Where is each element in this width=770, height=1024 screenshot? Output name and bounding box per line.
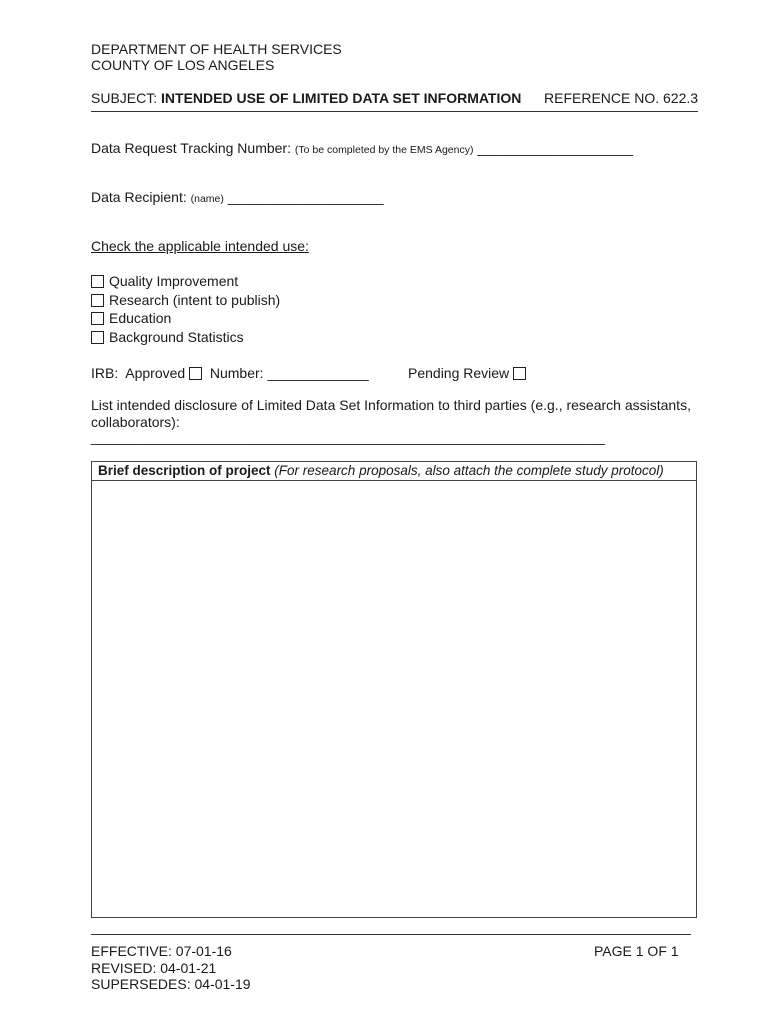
irb-pending-checkbox[interactable] [513,367,526,380]
checkbox[interactable] [91,331,104,344]
option-label: Quality Improvement [109,273,239,289]
project-box-note: (For research proposals, also attach the complete study protocol) [274,463,664,478]
recipient-note: (name) [190,193,224,205]
page-number: PAGE 1 OF 1 [594,943,679,959]
option-label: Education [109,310,172,326]
option-research[interactable] [91,292,280,308]
option-education[interactable] [91,310,171,326]
irb-row [91,365,369,381]
subject-title: INTENDED USE OF LIMITED DATA SET INFORMATION [161,90,522,106]
effective-date: EFFECTIVE: 07-01-16 [91,943,232,959]
tracking-note: (To be completed by the EMS Agency) [294,144,474,156]
disclosure-text-line1: List intended disclosure of Limited Data Set Information to third parties (e.g., research assistants, [91,397,691,413]
subject-line [91,90,521,106]
irb-approved-label: Approved [125,365,186,381]
irb-number-label: Number: [209,365,264,381]
subject-label: SUBJECT: [91,90,162,106]
irb-label: IRB: [91,365,119,381]
irb-pending-label: Pending Review [408,365,510,381]
footer-divider [91,934,691,935]
checkbox[interactable] [91,294,104,307]
supersedes-date: SUPERSEDES: 04-01-19 [91,976,251,992]
data-recipient-field[interactable] [91,189,384,205]
disclosure-text-line2: collaborators): [91,414,180,430]
recipient-label: Data Recipient: [91,189,191,205]
project-box-title: Brief description of project [98,463,271,478]
recipient-blank[interactable]: ____________________ [227,189,384,205]
tracking-number-field[interactable] [91,140,633,156]
reference-number: REFERENCE NO. 622.3 [544,90,699,106]
tracking-label: Data Request Tracking Number: [91,140,295,156]
irb-pending-row [408,365,526,381]
irb-number-blank[interactable]: _____________ [267,365,369,381]
project-description-area[interactable] [92,481,696,917]
revised-date: REVISED: 04-01-21 [91,960,217,976]
option-label: Background Statistics [109,329,244,345]
intended-use-heading: Check the applicable intended use: [91,238,309,254]
header-divider [91,111,698,112]
project-box-header [92,462,696,481]
tracking-blank[interactable]: ____________________ [477,140,634,156]
option-quality-improvement[interactable] [91,273,238,289]
checkbox[interactable] [91,275,104,288]
county-name: COUNTY OF LOS ANGELES [91,57,275,73]
checkbox[interactable] [91,312,104,325]
irb-approved-checkbox[interactable] [189,367,202,380]
option-background-statistics[interactable] [91,329,244,345]
disclosure-blank[interactable]: __________________________________________________________________ [91,429,605,445]
department-name: DEPARTMENT OF HEALTH SERVICES [91,41,342,57]
project-description-box [91,461,697,918]
option-label: Research (intent to publish) [109,292,281,308]
